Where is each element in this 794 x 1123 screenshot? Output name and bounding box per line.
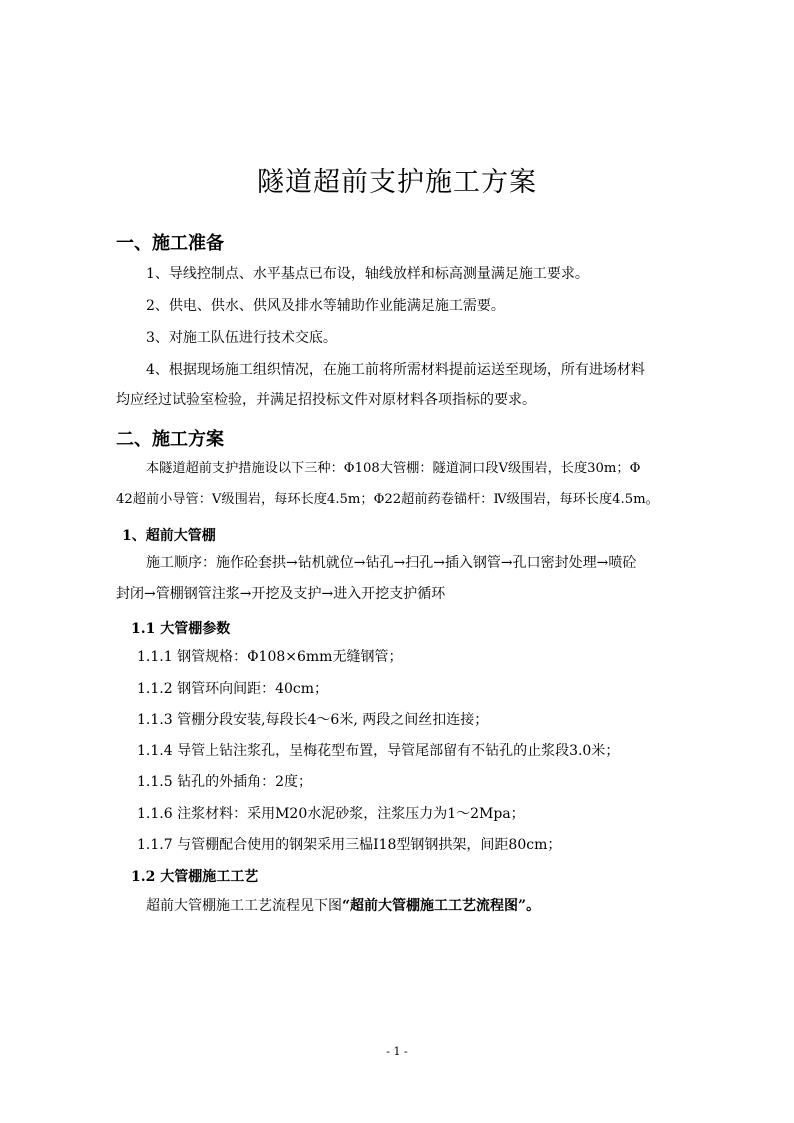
list-item: 1.1.3 管棚分段安装,每段长4～6米, 两段之间丝扣连接； xyxy=(137,712,489,728)
process-text: 超前大管棚施工工艺流程见下图 xyxy=(146,898,342,914)
list-item: 1.1.2 钢管环向间距：40cm； xyxy=(137,681,329,697)
paragraph: 本隧道超前支护措施设以下三种：Φ108大管棚：隧道洞口段Ⅴ级围岩，长度30m；Φ xyxy=(146,461,641,476)
paragraph: 施工顺序：施作砼套拱→钻机就位→钻孔→扫孔→插入钢管→孔口密封处理→喷砼 xyxy=(146,555,637,571)
list-item: 1.1.1 钢管规格：Φ108×6mm无缝钢管； xyxy=(137,649,403,665)
page-number: - 1 - xyxy=(386,1045,408,1058)
section-heading-plan: 二、施工方案 xyxy=(116,429,224,450)
paragraph: 1、导线控制点、水平基点已布设，轴线放样和标高测量满足施工要求。 xyxy=(146,266,589,282)
subsection-heading: 1.1 大管棚参数 xyxy=(131,621,231,637)
list-item: 1.1.6 注浆材料：采用M20水泥砂浆，注浆压力为1～2Mpa； xyxy=(137,806,525,822)
process-figure-reference: “超前大管棚施工工艺流程图”。 xyxy=(342,898,541,914)
list-item: 1.1.5 钻孔的外插角：2度； xyxy=(137,774,312,790)
page-title: 隧道超前支护施工方案 xyxy=(257,167,537,198)
paragraph: 2、供电、供水、供风及排水等辅助作业能满足施工需要。 xyxy=(146,298,505,314)
paragraph: 4、根据现场施工组织情况，在施工前将所需材料提前运送至现场，所有进场材料 xyxy=(146,362,645,378)
list-item: 1.1.4 导管上钻注浆孔，呈梅花型布置，导管尾部留有不钻孔的止浆段3.0米； xyxy=(137,743,620,759)
section-heading-preparation: 一、施工准备 xyxy=(116,233,224,254)
paragraph: 均应经过试验室检验，并满足招投标文件对原材料各项指标的要求。 xyxy=(116,392,536,408)
paragraph xyxy=(146,898,540,914)
paragraph: 3、对施工队伍进行技术交底。 xyxy=(146,330,337,346)
subsection-heading: 1、超前大管棚 xyxy=(122,528,216,544)
paragraph: 42超前小导管：Ⅴ级围岩，每环长度4.5m；Φ22超前药卷锚杆：Ⅳ级围岩，每环长度4.5m。 xyxy=(116,492,659,507)
subsection-heading: 1.2 大管棚施工工艺 xyxy=(131,869,259,885)
paragraph: 封闭→管棚钢管注浆→开挖及支护→进入开挖支护循环 xyxy=(116,586,446,602)
list-item: 1.1.7 与管棚配合使用的钢架采用三榀Ⅰ18型钢钢拱架，间距80cm； xyxy=(137,837,562,853)
